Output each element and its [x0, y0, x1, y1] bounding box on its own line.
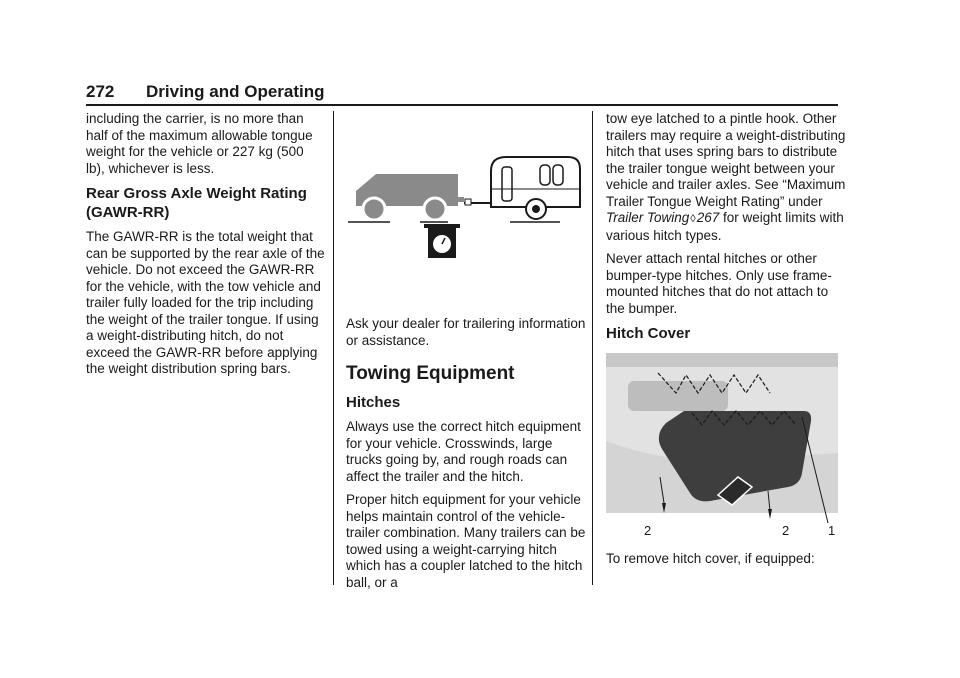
dealer-paragraph: Ask your dealer for trailering information or assistance. — [346, 316, 586, 348]
page-header — [86, 82, 838, 106]
hitches-heading: Hitches — [346, 394, 401, 411]
vehicle-trailer-scale-svg — [346, 111, 586, 301]
reference-page-number[interactable]: 267 — [696, 210, 720, 225]
continued-text-before: tow eye latched to a pintle hook. Other trailers may require a weight-distributing hitch that uses spring bars to distribute the trailer tongue weight between your vehicle and trailer axles. See “Maximum Trailer Tongue Weight Rating” under — [606, 111, 846, 209]
intro-paragraph: including the carrier, is no more than half of the maximum allowable tongue weight for the vehicle or 227 kg (500 lb), whichever is less. — [86, 111, 313, 176]
hitch-continued-paragraph — [606, 111, 846, 244]
hitch-receiver — [458, 197, 464, 202]
gawr-paragraph: The GAWR-RR is the total weight that can be supported by the rear axle of the vehicle. Do not exceed the GAWR-RR for the vehicle, with the tow vehicle and trailer fully loaded for the trip including the weight of the trailer tongue. If using a weight-distributing hitch, do not exceed the GAWR-RR before applying the weight distribution spring bars. — [86, 229, 325, 376]
bumper-top-edge — [606, 353, 838, 367]
tongue-weight-illustration — [346, 111, 586, 306]
callout-1: 1 — [828, 523, 836, 538]
gawr-heading: Rear Gross Axle Weight Rating (GAWR-RR) — [86, 185, 307, 221]
remove-hitch-cover-paragraph: To remove hitch cover, if equipped: — [606, 551, 815, 566]
tow-hook-area — [628, 381, 728, 411]
column-divider-1 — [333, 111, 334, 585]
hitch-cover-illustration — [606, 353, 838, 543]
trailer-wheel-hub — [532, 205, 540, 213]
rental-hitch-paragraph: Never attach rental hitches or other bumper-type hitches. Only use frame-mounted hitches that do not attach to the bumper. — [606, 251, 832, 316]
page-number: 272 — [86, 82, 115, 101]
callout-2-mid: 2 — [782, 523, 790, 538]
hitch-paragraph-1: Always use the correct hitch equipment for your vehicle. Crosswinds, large trucks going by, and rough roads can affect the trailer and the hitch. — [346, 419, 581, 484]
page-reference-icon: ◊ — [690, 213, 696, 225]
fastener-mid — [768, 509, 772, 519]
column-2 — [346, 111, 586, 598]
hitch-cover-svg — [606, 353, 838, 543]
callout-2-left: 2 — [644, 523, 652, 538]
column-1 — [86, 111, 326, 385]
vehicle-front-wheel — [363, 198, 385, 220]
hitch-cover-heading: Hitch Cover — [606, 325, 691, 342]
hitch-coupler — [465, 199, 471, 205]
towing-equipment-heading: Towing Equipment — [346, 363, 515, 384]
scale-platform — [424, 224, 460, 228]
continued-text-after: for weight limits with various hitch types. — [606, 210, 844, 243]
column-3 — [606, 111, 846, 575]
hitch-paragraph-2: Proper hitch equipment for your vehicle helps maintain control of the vehicle-trailer combination. Many trailers can be towed using a weight-carrying hitch which has a coupler latched to the hitch ball, or a — [346, 492, 586, 590]
trailer-towing-link[interactable]: Trailer Towing — [606, 210, 690, 225]
section-title: Driving and Operating — [146, 82, 325, 101]
vehicle-rear-wheel — [424, 198, 446, 220]
column-divider-2 — [592, 111, 593, 585]
